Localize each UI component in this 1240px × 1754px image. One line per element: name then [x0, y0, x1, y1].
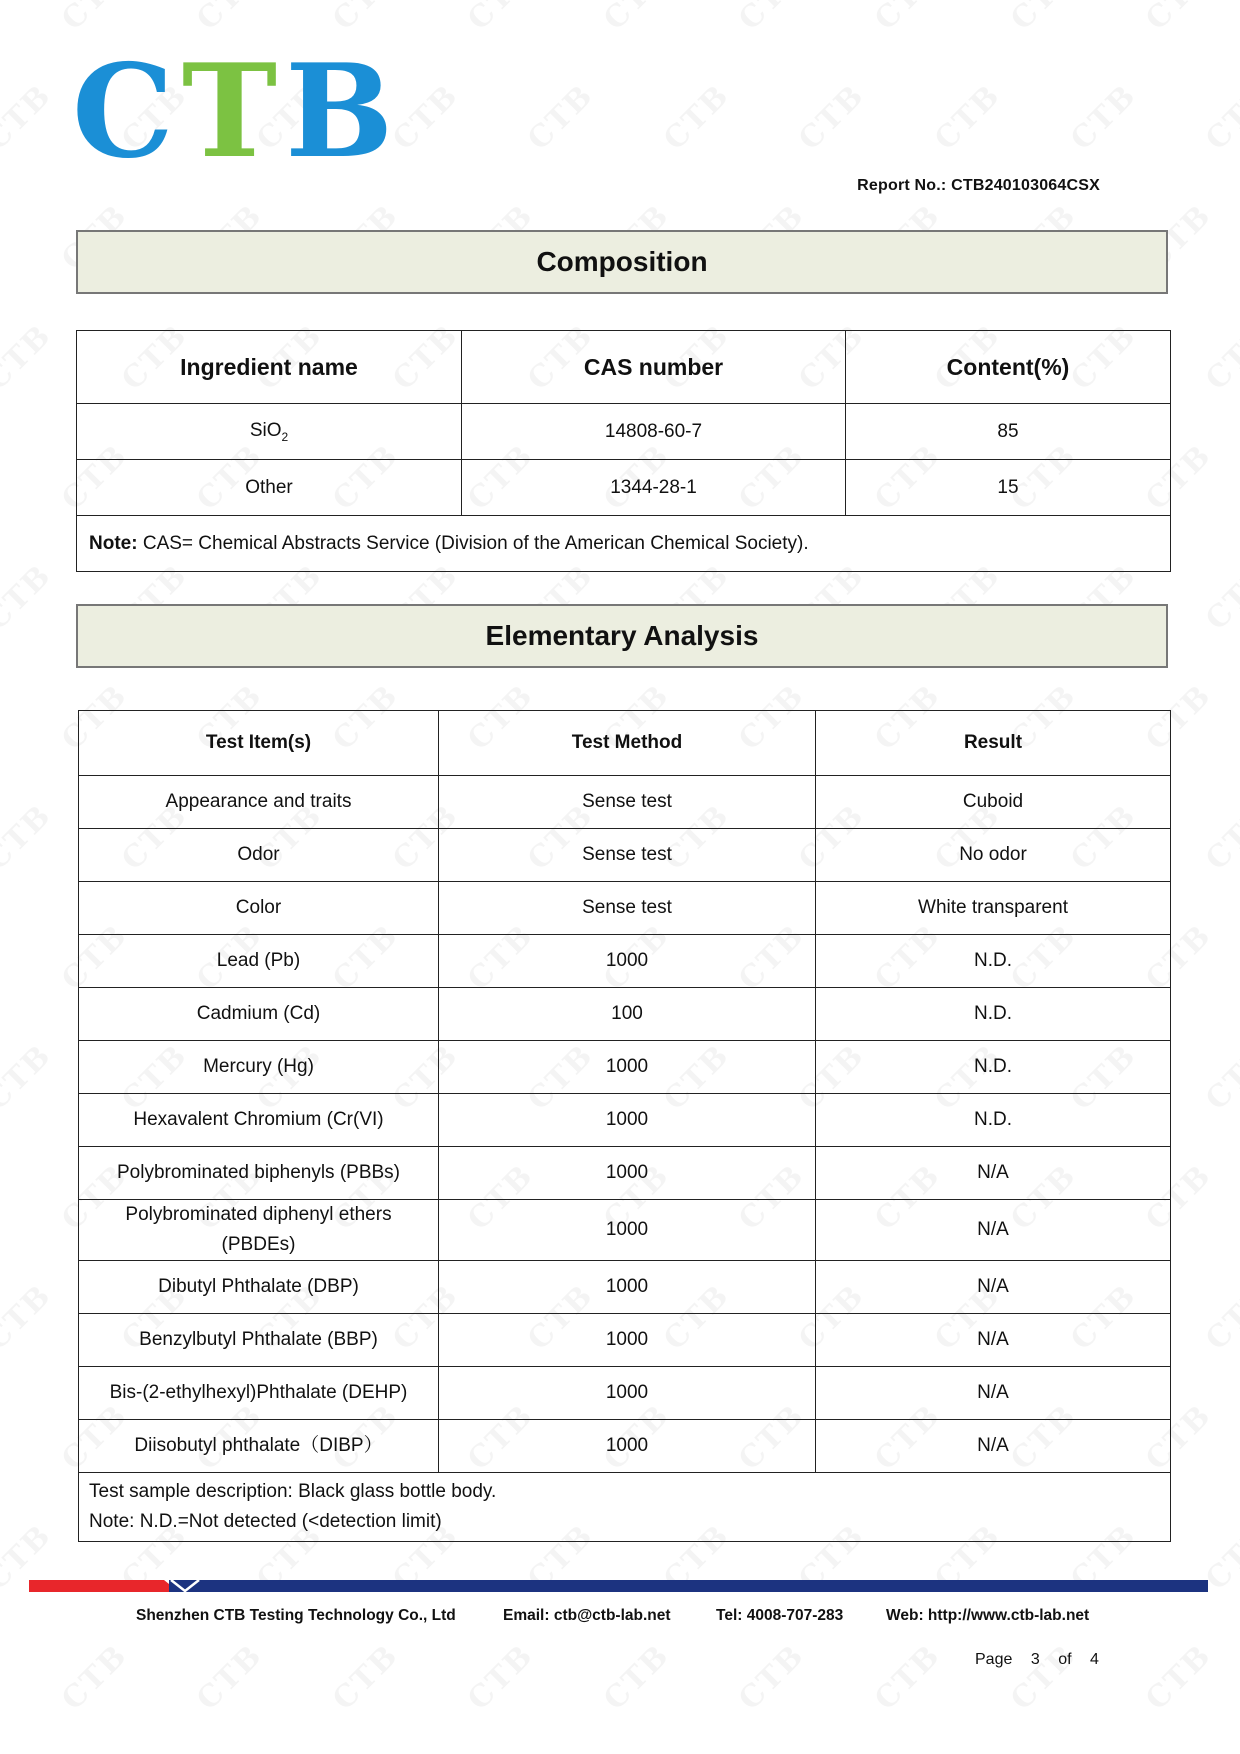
test-item: Odor — [79, 829, 439, 882]
test-result: N.D. — [816, 935, 1171, 988]
table-row — [77, 404, 1171, 460]
composition-note: Note: CAS= Chemical Abstracts Service (Division of the American Chemical Society). — [77, 516, 1171, 572]
test-result: N/A — [816, 1261, 1171, 1314]
composition-header-row — [77, 331, 1171, 404]
table-row — [79, 1094, 1171, 1147]
column-header-test-item: Test Item(s) — [79, 711, 439, 776]
test-item: Bis-(2-ethylhexyl)Phthalate (DEHP) — [79, 1367, 439, 1420]
content-percent: 15 — [846, 460, 1171, 516]
test-item: Mercury (Hg) — [79, 1041, 439, 1094]
column-header-test-method: Test Method — [439, 711, 816, 776]
composition-title: Composition — [76, 230, 1168, 294]
column-header-content: Content(%) — [846, 331, 1171, 404]
column-header-result: Result — [816, 711, 1171, 776]
test-item: Dibutyl Phthalate (DBP) — [79, 1261, 439, 1314]
footer-company: Shenzhen CTB Testing Technology Co., Ltd — [136, 1607, 456, 1624]
test-method: 1000 — [439, 1147, 816, 1200]
test-method: 1000 — [439, 1200, 816, 1261]
test-method: Sense test — [439, 882, 816, 935]
test-item: Hexavalent Chromium (Cr(VI) — [79, 1094, 439, 1147]
test-method: 100 — [439, 988, 816, 1041]
test-item: Appearance and traits — [79, 776, 439, 829]
test-method: 1000 — [439, 1420, 816, 1473]
footer-stripe-navy — [169, 1580, 1208, 1592]
test-result: N/A — [816, 1314, 1171, 1367]
footer-tel: Tel: 4008-707-283 — [716, 1607, 844, 1624]
nd-note: Note: N.D.=Not detected (<detection limit) — [89, 1511, 442, 1532]
table-row — [79, 1200, 1171, 1261]
test-result: N.D. — [816, 1041, 1171, 1094]
page-number: Page 3 of 4 — [975, 1651, 1099, 1668]
cas-number: 1344-28-1 — [462, 460, 846, 516]
composition-table — [76, 330, 1171, 572]
test-method: 1000 — [439, 1314, 816, 1367]
test-item: Polybrominated diphenyl ethers (PBDEs) — [79, 1200, 439, 1261]
elementary-analysis-title: Elementary Analysis — [76, 604, 1168, 668]
report-number — [857, 177, 1100, 195]
test-method: 1000 — [439, 1041, 816, 1094]
elementary-header-row — [79, 711, 1171, 776]
test-item: Benzylbutyl Phthalate (BBP) — [79, 1314, 439, 1367]
composition-note-row — [77, 516, 1171, 572]
test-result: No odor — [816, 829, 1171, 882]
test-method: 1000 — [439, 935, 816, 988]
table-row — [79, 1420, 1171, 1473]
table-row — [79, 1041, 1171, 1094]
ctb-logo — [72, 37, 402, 187]
test-method: Sense test — [439, 776, 816, 829]
report-number-label: Report No.: — [857, 177, 947, 194]
elementary-notes — [79, 1473, 1171, 1542]
footer-web[interactable]: Web: http://www.ctb-lab.net — [886, 1607, 1090, 1624]
test-result: N/A — [816, 1200, 1171, 1261]
table-row — [79, 935, 1171, 988]
elementary-analysis-table — [78, 710, 1171, 1542]
table-row — [79, 1314, 1171, 1367]
logo-letter-t: T — [181, 37, 286, 187]
test-result: White transparent — [816, 882, 1171, 935]
test-item: Color — [79, 882, 439, 935]
column-header-ingredient: Ingredient name — [77, 331, 462, 404]
test-result: N/A — [816, 1420, 1171, 1473]
table-row — [79, 776, 1171, 829]
page-current: 3 — [1030, 1651, 1040, 1668]
logo-letter-b: B — [285, 37, 402, 187]
table-row — [79, 988, 1171, 1041]
ingredient-name: Other — [77, 460, 462, 516]
sample-description: Test sample description: Black glass bottle body. — [89, 1481, 497, 1502]
table-row — [79, 1367, 1171, 1420]
test-result: N.D. — [816, 988, 1171, 1041]
test-method: 1000 — [439, 1094, 816, 1147]
test-item: Polybrominated biphenyls (PBBs) — [79, 1147, 439, 1200]
ingredient-name: SiO$_2$ — [77, 404, 462, 460]
content-percent: 85 — [846, 404, 1171, 460]
test-result: Cuboid — [816, 776, 1171, 829]
test-result: N/A — [816, 1147, 1171, 1200]
test-result: N/A — [816, 1367, 1171, 1420]
test-method: Sense test — [439, 829, 816, 882]
table-row — [79, 1261, 1171, 1314]
cas-number: 14808-60-7 — [462, 404, 846, 460]
test-item: Cadmium (Cd) — [79, 988, 439, 1041]
footer-email[interactable]: Email: ctb@ctb-lab.net — [503, 1607, 671, 1624]
report-number-value: CTB240103064CSX — [951, 177, 1100, 194]
table-row — [79, 882, 1171, 935]
test-item: Lead (Pb) — [79, 935, 439, 988]
table-row — [79, 829, 1171, 882]
table-row — [77, 460, 1171, 516]
test-item: Diisobutyl phthalate（DIBP） — [79, 1420, 439, 1473]
column-header-cas: CAS number — [462, 331, 846, 404]
logo-letter-c: C — [72, 37, 182, 187]
test-method: 1000 — [439, 1261, 816, 1314]
elementary-notes-row — [79, 1473, 1171, 1542]
footer-stripe — [29, 1580, 1208, 1592]
test-method: 1000 — [439, 1367, 816, 1420]
test-result: N.D. — [816, 1094, 1171, 1147]
page-total: 4 — [1089, 1651, 1099, 1668]
table-row — [79, 1147, 1171, 1200]
